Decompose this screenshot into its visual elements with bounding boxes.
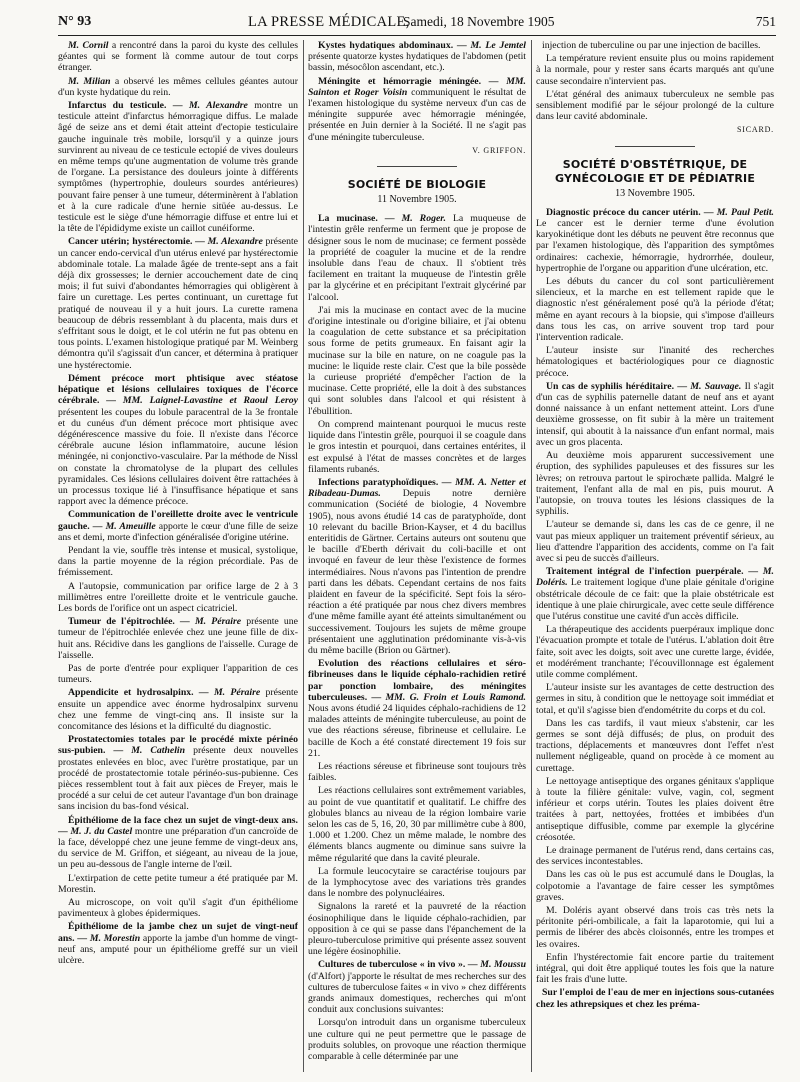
paragraph	[58, 236, 298, 370]
column-right	[536, 40, 774, 1076]
paragraph-group	[308, 40, 526, 143]
paragraph-title: Infarctus du testicule.	[68, 100, 167, 112]
author-name: — M. Péraire	[174, 616, 242, 628]
paragraph	[536, 776, 774, 843]
paragraph	[308, 785, 526, 863]
paragraph	[58, 76, 298, 98]
author-name: — MM. Laignel-Lavastine et Raoul Leroy	[99, 395, 298, 407]
paragraph	[308, 40, 526, 74]
paragraph	[58, 373, 298, 507]
paragraph-text: La thérapeutique des accidents puerpéraux implique donc l'évacuation prompte et totale de l'utérus. L'ablation doit être faite, soit avec les doigts, soit avec une curette large, évidée, et modérément tranchante; l'écouvillonnage est également utile comme complément.	[536, 624, 774, 680]
paragraph-title: Appendicite et hydrosalpinx.	[68, 687, 194, 699]
column-middle	[308, 40, 526, 1076]
paragraph-text: Les réactions cellulaires sont extrêmement variables, au point de vue quantitatif et qualitatif. Le chiffre des globules blancs au niveau de la région lombaire varie selon les cas de 5, 16, 20, 30 par millimètre cube à 800, 1.000 et 1.200. Chez un même malade, le nombre des éléments blancs augmente ou diminue sans suivre la même régularité que dans la cavité pleurale.	[308, 785, 526, 864]
paragraph-text: Le traitement logique d'une plaie génitale d'origine obstétricale découle de ce fait: que la plaie obstétricale est identique à une plaie chirurgicale, avec cette seule différence que l'utérus constitue une cavité d'un accès difficile.	[536, 577, 774, 622]
paragraph	[58, 509, 298, 543]
paragraph-title: Traitement intégral de l'infection puerpérale.	[546, 566, 744, 578]
paragraph-text: Le cancer est le dernier terme d'une évolution karyokinétique dont les débuts ne peuvent être reconnus que par l'examen histologique, dès l'apparition des symptômes ordinaires: cachexie, hémorragie, hydrorrhée, douleur, hypertrophie de l'organe ou apparition d'une ulcération, etc.	[536, 218, 774, 274]
issue-date: Samedi, 18 Novembre 1905	[403, 14, 555, 29]
paragraph	[536, 450, 774, 517]
author-name: — MM. A. Netter et Ribadeau-Dumas.	[308, 476, 526, 500]
section-divider	[615, 146, 695, 148]
paragraph-text: Au deuxième mois apparurent successivement une éruption, des syphilides papuleuses et des fissures sur les lèvres; on retrouva partout le spirochæte pallida. Malgré le traitement, l'enfant alla de mal en pis, puis mourut. A l'autopsie, on trouva toutes les lésions classiques de la syphilis.	[536, 450, 774, 518]
paragraph	[58, 734, 298, 812]
paragraph	[308, 901, 526, 957]
paragraph-text: A l'autopsie, communication par orifice large de 2 à 3 millimètres entre l'oreillette droite et le ventricule gauche. Les bords de l'orifice ont un aspect cicatriciel.	[58, 580, 298, 614]
paragraph-text: J'ai mis la mucinase en contact avec de la mucine d'origine intestinale ou d'origine biliaire, et j'ai obtenu la coagulation de cette substance et sa précipitation sous forme de petits grumeaux. En faisant agir la mucinase sur la bile en nature, on ne coagule pas la mucine: le liquide reste clair. C'est que la bile possède la curieuse propriété d'empêcher l'action de la mucinase. Cette propriété, elle la doit à des substances qui sont solubles dans l'alcool et qui résistent à l'ébullition.	[308, 304, 526, 417]
paragraph	[308, 658, 526, 759]
paragraph-text: apporte la jambe d'un homme de vingt-neuf ans, amputé pour un épithéliome greffé sur un vieil ulcère.	[58, 932, 298, 967]
paragraph	[308, 213, 526, 303]
paragraph-title: Evolution des réactions cellulaires et séro-fibrineuses dans le liquide céphalo-rachidien retiré par ponction lombaire, des méningites tuberculeuses.	[308, 658, 526, 703]
section-date: 11 Novembre 1905.	[377, 194, 457, 206]
paragraph	[58, 873, 298, 895]
paragraph-text: a rencontré dans la paroi du kyste des cellules géantes qui se forment là comme autour de tout corps étranger.	[58, 40, 298, 74]
page-header	[58, 14, 776, 32]
author-signature: SICARD.	[737, 125, 774, 135]
paragraph-text: Au microscope, on voit qu'il s'agit d'un épithéliome pavimenteux à globes épidermiques.	[58, 897, 298, 920]
paragraph-title: Cultures de tuberculose « in vivo ».	[318, 959, 466, 971]
paragraph-text: Il s'agit d'un cas de syphilis paternelle datant de neuf ans et ayant donné naissance à un enfant nettement atteint. Lors d'une deuxième grossesse, on fit subir à la mère un traitement intensif, qui aboutit à la naissance d'un enfant normal, mais avec un gros placenta.	[536, 380, 774, 448]
paragraph-group	[536, 40, 774, 122]
paragraph-title: Méningite et hémorragie méningée.	[318, 75, 482, 87]
paragraph	[536, 53, 774, 87]
paragraph-title: Dément précoce mort phtisique avec stéatose hépatique et lésions cellulaires toxiques de l'écorce cérébrale.	[58, 372, 298, 407]
paragraph-text: présente une tumeur de l'épitrochlée enlevée chez une jeune fille de dix-huit ans. Récidive dans les ganglions de l'aisselle. Curage de l'aisselle.	[58, 616, 298, 661]
paragraph	[58, 40, 298, 74]
paragraph	[536, 987, 774, 1009]
column-divider	[531, 40, 532, 1072]
paragraph	[536, 381, 774, 448]
author-name: — M. Cathelin	[105, 745, 186, 757]
paragraph	[308, 761, 526, 783]
paragraph-text: Lorsqu'on introduit dans un organisme tuberculeux une culture qui ne peut permettre que le passage de produits solubles, on provoque une réaction thermique comparable à celle déterminée par une	[308, 1017, 526, 1063]
paragraph	[536, 869, 774, 903]
author-name: — M. Sauvage.	[674, 380, 742, 392]
paragraph	[536, 952, 774, 986]
paragraph	[536, 624, 774, 680]
column-left	[58, 40, 298, 1076]
paragraph-text: présente deux nouvelles prostates enlevées en bloc, avec l'urètre prostatique, par un procédé de prostatectomie totale périnéo-sus-pubienne. Ces pièces ressemblent tout à fait aux pièces de Freyer, mais le procédé a sur celui de cet auteur l'avantage d'un bon drainage sans incision du bas-fond vésical.	[58, 745, 298, 813]
paragraph-title: Cancer utérin; hystérectomie.	[68, 236, 193, 248]
paragraph	[58, 616, 298, 661]
paragraph-text: L'auteur insiste sur les avantages de cette destruction des germes in situ, à condition que le nettoyage soit immédiat et total, et qu'il s'agisse bien d'endométrite du corps et du col.	[536, 682, 774, 716]
paragraph-text: Le nettoyage antiseptique des organes génitaux s'applique à toute la filière génitale: vulve, vagin, col, segment inférieur et corps utérin. Toutes les plaies doivent être traitées à part, nettoyées, frottées et imbibées d'un antiseptique diffusible, comme par exemple la glycérine créosotée.	[536, 775, 774, 843]
paragraph-text: présente un cancer endo-cervical d'un utérus enlevé par hystérectomie abdominale totale. La malade âgée de trente-sept ans a fait déjà dix grossesses; le dernier accouchement date de cinq mois; il fut suivi d'abondantes hémorragies qui obligèrent à faire un curettage. Les pertes continuant, un curettage fut pratiqué de nouveau il y a huit jours. La curette ramena beaucoup de débris ressemblant à du placenta, mais durs et s'effritant sous le doigt, et le col utérin ne fut pas obtenu en tous points. L'examen histologique pratiqué par M. Weinberg démontra qu'il s'agissait d'un cancer, et détermina à pratiquer une hystérectomie.	[58, 236, 298, 371]
author-name: — M. Paul Petit.	[700, 206, 774, 218]
paragraph-text: communiquent le résultat de l'examen histologique du système nerveux d'un cas de méningite suppurée avec hémorragie méningée, présentée en Juin dernier à la Société. Il ne s'agit pas d'une méningite tuberculeuse.	[308, 86, 526, 143]
paragraph	[536, 566, 774, 622]
column-divider	[303, 40, 304, 1072]
paragraph-text: L'extirpation de cette petite tumeur a été pratiquée par M. Morestin.	[58, 872, 298, 895]
paragraph-text: La muqueuse de l'intestin grêle renferme un ferment que je propose de désigner sous le nom de mucinase; ce ferment possède la propriété de coaguler la mucine et de la rendre insoluble dans l'eau de chaux. Il s'obtient très facilement en traitant la muqueuse de l'intestin grêle par la glycérine et en précipitant l'extrait glycériné par l'alcool.	[308, 213, 526, 303]
issue-number: N° 93	[58, 14, 92, 29]
author-name: — M. Le Jemtel	[453, 40, 526, 51]
paragraph	[308, 1017, 526, 1062]
paragraph	[308, 76, 526, 143]
author-name: — M. Alexandre	[192, 236, 263, 248]
paragraph-group	[536, 207, 774, 1010]
paragraph-text: Dans les cas tardifs, il vaut mieux s'abstenir, car les germes se sont déjà diffusés; de plus, on produit des tractions, déplacements et manœuvres dont l'effet n'est nullement négligeable, quand on procède à ce moment au curettage.	[536, 717, 774, 774]
paragraph	[536, 718, 774, 774]
paragraph	[536, 89, 774, 123]
paragraph-title: La mucinase.	[318, 213, 378, 225]
paragraph	[536, 40, 774, 51]
paragraph	[308, 959, 526, 1015]
section-date: 13 Novembre 1905.	[615, 187, 695, 199]
paragraph-title: Un cas de syphilis héréditaire.	[546, 380, 675, 392]
paragraph-text: injection de tuberculine ou par une injection de bacilles.	[542, 40, 761, 51]
paragraph-text: Dans les cas où le pus est accumulé dans le Douglas, la colpotomie a l'avantage de faire cesser les symptômes graves.	[536, 869, 774, 903]
paragraph-text: M. Doléris ayant observé dans trois cas très nets la péritonite péri-ombilicale, a fait la laparotomie, qui lui a permis de libérer des abcès cloisonnés, entre les trompes et les ovaires.	[536, 905, 774, 950]
author-name: — M. Péraire	[193, 687, 261, 699]
paragraph-text: Enfin l'hystérectomie fait encore partie du traitement intégral, qui doit être appliqué toutes les fois que la nature fait les frais d'une lutte.	[536, 951, 774, 986]
author-name: — M. J. du Castel	[58, 825, 133, 837]
author-name: — M. Moussu	[465, 959, 526, 971]
journal-title: LA PRESSE MÉDICALE,	[248, 14, 410, 30]
section-divider	[377, 166, 457, 168]
paragraph	[58, 815, 298, 871]
paragraph-title: Kystes hydatiques abdominaux.	[318, 40, 454, 51]
paragraph-text: La formule leucocytaire se caractérise toujours par de la lymphocytose avec des variations très grandes dans le nombre des polynucléaires.	[308, 865, 526, 900]
paragraph-text: Les débuts du cancer du col sont particulièrement silencieux, et la marche en est tellement rapide que le diagnostic n'est généralement posé qu'à la période d'état; même en ayant recours à la biopsie, qui s'impose d'ailleurs dans tous les cas, on arrive souvent trop tard pour l'intervention radicale.	[536, 276, 774, 344]
author-name: — MM. G. Froin et Louis Ramond.	[367, 691, 526, 703]
paragraph-title: Infections paratyphoïdiques.	[318, 476, 439, 488]
author-name: M. Milian	[68, 75, 111, 87]
paragraph-text: L'auteur insiste sur l'inanité des recherches hématologiques et bactériologiques pour ce diagnostic précoce.	[536, 345, 774, 379]
paragraph-title: Tumeur de l'épitrochlée.	[68, 616, 175, 628]
paragraph	[536, 207, 774, 274]
paragraph-text: présente ensuite un appendice avec énorme hydrosalpinx survenu chez une femme de vingt-cinq ans. Il insiste sur la concomitance des lésions et la difficulté du diagnostic.	[58, 687, 298, 732]
paragraph-text: a observé les mêmes cellules géantes autour d'un kyste hydatique du rein.	[58, 75, 298, 98]
paragraph	[536, 682, 774, 716]
paragraph-title: Épithéliome de la face chez un sujet de vingt-deux ans.	[68, 814, 298, 826]
author-name: — M. Alexandre	[166, 100, 248, 112]
paragraph-title: Diagnostic précoce du cancer utérin.	[546, 206, 701, 218]
paragraph-text: On comprend maintenant pourquoi le mucus reste liquide dans l'intestin grêle, pourquoi il se coagule dans le gros intestin et pourquoi, dans certaines entérites, il est expulsé à l'état de masses concrètes et de larges filaments rubanés.	[308, 418, 526, 475]
paragraph-text: L'état général des animaux tuberculeux ne semble pas sensiblement modifié par le séjour prolongé de la culture dans leur cavité abdominale.	[536, 88, 774, 123]
paragraph-text: apporte le cœur d'une fille de seize ans et demi, morte d'infection généralisée d'origine utérine.	[58, 520, 298, 543]
paragraph-text: Pas de porte d'entrée pour expliquer l'apparition de ces tumeurs.	[58, 662, 298, 686]
author-name: — M. Doléris.	[536, 566, 774, 589]
paragraph-title: Sur l'emploi de l'eau de mer en injections sous-cutanées chez les athrepsiques et chez les préma-	[536, 987, 774, 1010]
paragraph-title: Communication de l'oreillette droite avec le ventricule gauche.	[58, 509, 298, 532]
paragraph	[58, 687, 298, 732]
paragraph-text: présente quatorze kystes hydatiques de l'abdomen (petit bassin, mésocôlon ascendant, etc.).	[308, 51, 526, 74]
paragraph-text: Depuis notre dernière communication (Société de biologie, 4 Novembre 1905), nous avons étudié 14 cas de paratyphoïde, dont 10 relevant du bacille Brion-Kayser, et 4 du bacillus enteritidis de Gärtner. Certains auteurs ont soutenu que le bacille d'Eberth dérivait du coli-bacille et ont invoqué en faveur de leur thèse l'existence de formes intermédiaires. Nous n'avons pas l'intention de prendre parti dans les débats. Cependant certains de nos faits plaident en faveur de la spécificité. Sept fois la séro-réaction a été pratiquée par nous chez divers membres d'une même famille ayant été atteints simultanément ou successivement. Toujours les sujets de même groupe présentaient une agglutination prédominante vis-à-vis du même bacille (Brion ou Gärtner).	[308, 488, 526, 656]
paragraph-text: Pendant la vie, souffle très intense et musical, systolique, dans la partie moyenne de la région précordiale. Pas de frémissement.	[58, 544, 298, 579]
paragraph-title: Prostatectomies totales par le procédé mixte périnéo sus-pubien.	[58, 734, 298, 757]
paragraph-text: Nous avons étudié 24 liquides céphalo-rachidiens de 12 malades atteints de méningite tuberculeuse, au point de vue des réactions séreuse, fibrineuse et cellulaire. Le bacille de Koch a été constaté directement 19 fois sur 21.	[308, 702, 526, 759]
paragraph	[58, 663, 298, 685]
paragraph-group	[308, 213, 526, 1062]
paragraph	[536, 845, 774, 867]
paragraph	[308, 477, 526, 656]
paragraph-text: montre une préparation d'un cancroïde de la face, développé chez une jeune femme de vingt-deux ans, du service de M. Griffon, et siégeant, au niveau de la joue, un peu au-dessous de l'angle interne de l'œil.	[58, 825, 298, 871]
paragraph-text: L'auteur se demande si, dans les cas de ce genre, il ne vaut pas mieux appliquer un traitement préventif sérieux, au lieu d'attendre l'apparition des accidents, comme on l'a fait avec si peu de succès d'ailleurs.	[536, 519, 774, 564]
paragraph-title: Épithéliome de la jambe chez un sujet de vingt-neuf ans.	[58, 921, 298, 944]
author-name: — M. Ameuille	[89, 520, 156, 532]
paragraph-text: Les réactions séreuse et fibrineuse sont toujours très faibles.	[308, 760, 526, 784]
paragraph-text: montre un testicule atteint d'infarctus hémorragique diffus. Le malade âgé de seize ans et demi était atteint d'ectopie testiculaire gauche inguinale très mobile, lorsqu'il y a quinze jours survinrent au niveau de ce testicule ectopié de vives douleurs en même temps qu'une augmentation de volume très grande de l'organe. La persistance des douleurs jointe à différents symptômes (hypertrophie, douleurs sourdes antérieures) pouvant faire penser à une tumeur, déterminèrent à l'ablation et à la cure radicale d'une hernie sitüée au-dessus. Le testicule est le siège d'une hémorragie diffuse et entre lui et la tête de l'épididyme existe un caillot cunéiforme.	[58, 100, 298, 235]
author-signature: V. GRIFFON.	[472, 145, 526, 155]
page-number: 751	[755, 14, 776, 29]
author-name: — M. Roger.	[377, 213, 446, 225]
paragraph-text: La température revient ensuite plus ou moins rapidement à la normale, pour y rester sans écarts marqués ant qu'une cause secondaire n'intervient pas.	[536, 53, 774, 87]
author-name: M. Cornil	[68, 40, 109, 51]
paragraph	[58, 545, 298, 579]
paragraph	[536, 519, 774, 564]
paragraph-text: (d'Alfort) j'apporte le résultat de mes recherches sur des cultures de tuberculose faites « in vivo » chez différents grands animaux domestiques, recherches qui m'ont conduit aux conclusions suivantes:	[308, 970, 526, 1016]
paragraph	[58, 921, 298, 966]
paragraph	[58, 581, 298, 615]
paragraph	[58, 897, 298, 919]
paragraph	[308, 305, 526, 417]
paragraph	[536, 345, 774, 379]
paragraph-text: Signalons la rareté et la pauvreté de la réaction éosinophilique dans le liquide céphalo-rachidien, par opposition à ce qui se passe dans l'épanchement de la pleuro-tuberculose primitive qui présente assez souvent une légère éosinophilie.	[308, 901, 526, 958]
author-name: — M. Morestin	[74, 932, 141, 944]
header-rule	[58, 35, 776, 36]
paragraph-text: présentent les coupes du lobule paracentral de la 3e frontale et du cunéus d'un dément précoce mort phtisique avec dégénérescence massive du foie. Il n'existe dans l'écorce cérébrale aucune lésion inflammatoire, aucune lésion méningée, ni conjonctivo-vasculaire. Par la méthode de Nissl on constate la chromatolyse de la plupart des cellules pyramidales. Ces lésions cellulaires doivent être rattachées à un processus toxique lié à l'insuffisance hépatique et sans rapport avec la démence précoce.	[58, 406, 298, 508]
paragraph	[308, 419, 526, 475]
section-title: SOCIÉTÉ DE BIOLOGIE	[347, 178, 487, 192]
paragraph	[536, 276, 774, 343]
paragraph	[58, 100, 298, 234]
paragraph	[308, 866, 526, 900]
section-title: SOCIÉTÉ D'OBSTÉTRIQUE, DE GYNÉCOLOGIE ET DE PÉDIATRIE	[554, 157, 756, 185]
paragraph-text: Le drainage permanent de l'utérus rend, dans certains cas, des services incontestables.	[536, 845, 774, 868]
paragraph	[536, 905, 774, 950]
author-name: — MM. Sainton et Roger Voisin	[308, 75, 526, 98]
